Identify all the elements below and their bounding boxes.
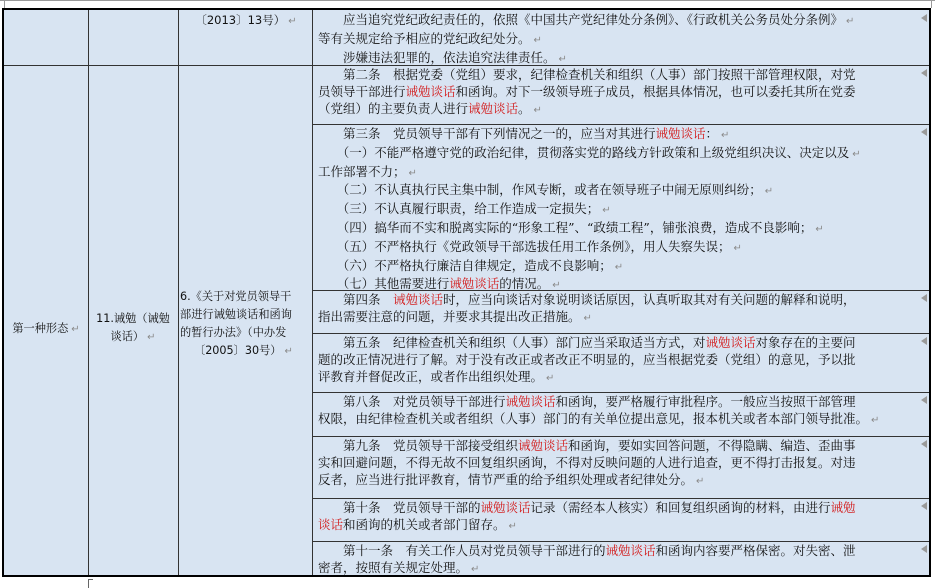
article-text: 题的改正情况进行了解。对于没有改正或者改正不明显的，应当根据党委（党组）的意见，予以批 [318, 351, 856, 367]
article-text: 第十条 党员领导干部的 [318, 500, 481, 515]
paragraph-mark-icon: ↵ [871, 414, 880, 426]
article-text: 指出需要注意的问题，并要求其提出改正措施。 [318, 308, 581, 324]
article-text: （三）不认真履行职责，给工作造成一定损失； [318, 201, 600, 217]
paragraph-mark-icon: ↵ [288, 16, 297, 27]
article-text: 涉嫌违法犯罪的，依法追究法律责任。 [318, 49, 556, 65]
measure-label-line: 谈话） [110, 330, 145, 343]
article-text: 对象存在的主要问 [755, 335, 856, 350]
paragraph-mark-icon: ↵ [696, 475, 705, 487]
doc-ref-top-text: 〔2013〕13号） [195, 13, 286, 27]
article-line [318, 101, 924, 120]
doc-ref-line: 〔2005〕30号） [194, 344, 282, 357]
measure-label-line: 11.诫勉（诫勉 [96, 312, 170, 325]
article-text: 第三条 党员领导干部有下列情况之一的，应当对其进行 [318, 126, 656, 141]
article-text: 和函询，要如实回答问题，不得隐瞒、编造、歪曲事 [568, 438, 856, 453]
article-line [318, 309, 924, 328]
paragraph-mark-icon: ↵ [583, 312, 592, 324]
article-cell [318, 292, 924, 328]
article-text: 和函询，要严格履行审批程序。一般应当按照干部管理 [555, 394, 856, 409]
paragraph-mark-icon: ↵ [546, 372, 555, 384]
article-text: （七）其他需要进行 [318, 276, 450, 292]
article-line [318, 31, 924, 50]
article-line [318, 500, 924, 517]
article-text: 和函询内容要严格保密。对失密、泄 [655, 543, 856, 558]
highlight-keyword: 诫勉谈话 [655, 126, 706, 141]
col-divider [178, 10, 179, 575]
article-line [318, 517, 924, 536]
highlight-keyword: 诫勉谈话 [505, 394, 556, 409]
article-line [318, 394, 924, 411]
paragraph-mark-icon: ↵ [147, 332, 156, 343]
ruler-line [0, 0, 935, 1]
paragraph-mark-icon: ↵ [733, 242, 742, 254]
paragraph-mark-icon: ↵ [284, 346, 293, 357]
paragraph-mark-icon: ↵ [815, 223, 824, 235]
article-line [318, 220, 924, 239]
row-end-marker-icon [921, 14, 927, 22]
paragraph-mark-icon: ↵ [552, 280, 561, 292]
highlight-keyword: 诫勉谈话 [468, 100, 519, 116]
article-line [318, 182, 924, 201]
article-line [318, 335, 924, 352]
article-cell [318, 543, 924, 579]
article-text: 和函询的机关或者部门留存。 [343, 516, 506, 532]
paragraph-mark-icon: ↵ [508, 520, 517, 532]
highlight-keyword: 诫勉谈话 [405, 83, 456, 99]
article-line [318, 145, 924, 164]
row-divider [312, 333, 929, 334]
paragraph-mark-icon: ↵ [764, 186, 774, 198]
row-end-marker-icon [921, 337, 927, 345]
article-line [318, 352, 924, 369]
article-text: （五）不严格执行《党政领导干部选拔任用工作条例》，用人失察失误； [318, 238, 731, 254]
row-end-marker-icon [921, 545, 927, 553]
article-cell [318, 12, 924, 68]
article-line [318, 560, 924, 579]
article-text: （二）不认真执行民主集中制，作风专断，或者在领导班子中闹无原则纠纷； [318, 182, 762, 198]
form-level-label [6, 320, 86, 339]
row-divider [312, 65, 929, 66]
article-line [318, 126, 924, 145]
article-text: （一）不能严格遵守党的政治纪律，贯彻落实党的路线方针政策和上级党组织决议、决定以及 [318, 144, 850, 160]
highlight-keyword: 诫勉谈话 [393, 292, 444, 307]
article-line [318, 239, 924, 258]
paragraph-mark-icon: ↵ [533, 104, 542, 116]
article-text: 时，应当向谈话对象说明谈话原因，认真听取其对有关问题的解释和说明， [443, 292, 856, 307]
row-end-marker-icon [921, 502, 927, 510]
row-end-marker-icon [921, 440, 927, 448]
article-text: 反者，应当进行批评教育，情节严重的给予组织处理或者纪律处分。 [318, 471, 694, 487]
highlight-keyword: 诫勉谈话 [705, 335, 756, 350]
article-cell [318, 126, 924, 295]
article-text: 记录（需经本人核实）和回复组织函询的材料，由进行 [530, 500, 831, 515]
doc-ref-top [182, 11, 310, 31]
paragraph-mark-icon: ↵ [533, 34, 542, 46]
article-text: 评教育并督促改正，或者作出组织处理。 [318, 368, 544, 384]
highlight-keyword: 谈话 [318, 516, 344, 532]
row-divider [312, 290, 929, 291]
row-divider [312, 541, 929, 542]
article-line [318, 438, 924, 455]
article-cell [318, 500, 924, 536]
form-level-text: 第一种形态 [12, 322, 69, 335]
article-text: （六）不严格执行廉洁自律规定，造成不良影响； [318, 257, 612, 273]
article-text: 第四条 [318, 292, 394, 307]
article-line [318, 67, 924, 84]
article-line [318, 164, 924, 183]
row-divider [312, 124, 929, 125]
row-divider [312, 392, 929, 393]
article-text: 实和回避问题，不得无故不回复组织函询，不得对反映问题的人进行追查，更不得打击报复。对违 [318, 454, 856, 470]
paragraph-mark-icon: ↵ [614, 261, 624, 273]
article-text: 。 [518, 100, 531, 116]
article-line [318, 84, 924, 101]
row-end-marker-icon [921, 128, 927, 136]
article-cell [318, 67, 924, 119]
article-line [318, 258, 924, 277]
article-text: 应当追究党纪政纪责任的，依照《中国共产党纪律处分条例》、《行政机关公务员处分条例》 [318, 12, 844, 27]
highlight-keyword: 诫勉谈话 [518, 438, 569, 453]
ruler-tick [4, 0, 5, 8]
highlight-keyword: 诫勉谈话 [480, 500, 531, 515]
measure-label [90, 310, 176, 347]
paragraph-mark-icon: ↵ [721, 130, 730, 141]
article-text: 第五条 纪律检查机关和组织（人事）部门应当采取适当方式，对 [318, 335, 706, 350]
doc-ref-line: 6.《关于对党员领导干 [180, 290, 292, 303]
article-line [318, 472, 924, 491]
article-text: 等有关规定给予相应的党纪政纪处分。 [318, 30, 531, 46]
row-end-marker-icon [921, 396, 927, 404]
highlight-keyword: 诫勉谈话 [605, 543, 656, 558]
doc-ref-line: 的暂行办法》（中办发 [180, 326, 287, 339]
row-divider [312, 498, 929, 499]
article-text: （党组）的主要负责人进行 [318, 100, 469, 116]
doc-ref-title [180, 288, 312, 361]
paragraph-mark-icon: ↵ [408, 167, 417, 179]
article-line [318, 369, 924, 388]
article-text: 的情况。 [499, 276, 550, 292]
paragraph-mark-icon: ↵ [846, 16, 855, 27]
article-line [318, 292, 924, 309]
paragraph-mark-icon: ↵ [602, 205, 611, 217]
highlight-keyword: 诫勉谈话 [449, 276, 500, 292]
row-end-marker-icon [921, 294, 927, 302]
document-table [2, 8, 931, 577]
row-end-marker-icon [921, 69, 927, 77]
article-line [318, 12, 924, 31]
paragraph-mark-icon: ↵ [558, 53, 567, 65]
article-text: 和函询。对下一级领导班子成员，根据具体情况，也可以委托其所在党委 [455, 83, 856, 99]
article-line [318, 455, 924, 472]
ruler-tick [931, 0, 932, 8]
article-line [318, 201, 924, 220]
article-cell [318, 438, 924, 490]
col-divider [312, 10, 313, 575]
article-text: 第八条 对党员领导干部进行 [318, 394, 506, 409]
article-text: 权限，由纪律检查机关或者组织（人事）部门的有关单位提出意见，报本机关或者本部门领导批准。 [318, 410, 869, 426]
article-line [318, 543, 924, 560]
article-text: 工作部署不力； [318, 163, 406, 179]
row-divider [312, 436, 929, 437]
article-text: 第十一条 有关工作人员对党员领导干部进行的 [318, 543, 606, 558]
paragraph-mark-icon: ↵ [852, 148, 861, 160]
article-line [318, 411, 924, 430]
paragraph-mark-icon: ↵ [71, 324, 80, 335]
col-divider [88, 10, 89, 575]
article-cell [318, 335, 924, 387]
article-cell [318, 394, 924, 430]
paragraph-mark-icon: ↵ [471, 563, 480, 575]
article-text: （四）搞华而不实和脱离实际的“形象工程”、“政绩工程”，铺张浪费，造成不良影响； [318, 219, 813, 235]
doc-ref-line: 部进行诫勉谈话和函询 [180, 308, 292, 321]
article-text: ： [705, 126, 719, 141]
article-text: 密者，按照有关规定处理。 [318, 559, 469, 575]
highlight-keyword: 诫勉 [830, 500, 856, 515]
article-text: 员领导干部进行 [318, 83, 406, 99]
article-text: 第九条 党员领导干部接受组织 [318, 438, 519, 453]
article-text: 第二条 根据党委（党组）要求，纪律检查机关和组织（人事）部门按照干部管理权限，对党 [318, 67, 856, 82]
